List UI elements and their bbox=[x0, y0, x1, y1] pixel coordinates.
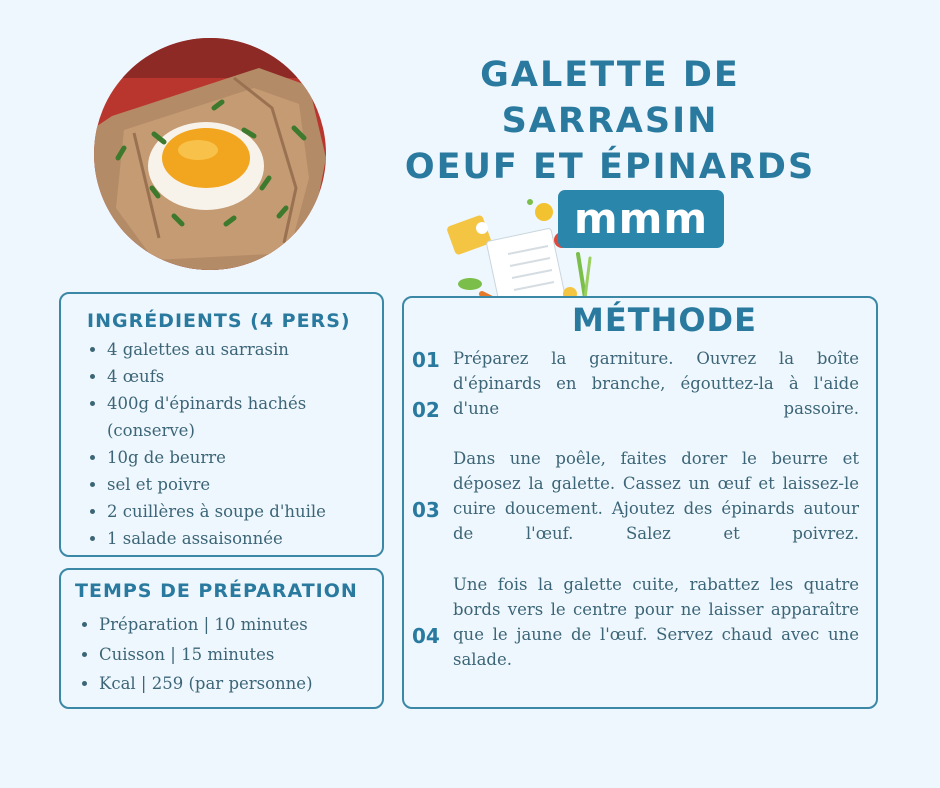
list-item: • Cuisson | 15 minutes bbox=[99, 640, 368, 670]
ingredients-list bbox=[87, 336, 368, 552]
galette-egg-photo bbox=[94, 38, 326, 270]
list-item: • 4 œufs bbox=[107, 363, 368, 390]
step-number-02: 02 bbox=[412, 398, 440, 422]
title-line-2: OEUF ET ÉPINARDS bbox=[404, 147, 816, 187]
step-number-03: 03 bbox=[412, 498, 440, 522]
method-step-3: Une fois la galette cuite, rabattez les quatre bords vers le centre pour ne laisser apparaître que le jaune de l'œuf. Servez chaud avec une salade. bbox=[453, 575, 859, 669]
method-step-1: Préparez la garniture. Ouvrez la boîte d'épinards en branche, égouttez-la à l'aide d'une passoire. bbox=[453, 349, 859, 418]
list-item: • Préparation | 10 minutes bbox=[99, 610, 368, 640]
preparation-time-box bbox=[59, 568, 384, 709]
ingredients-box bbox=[59, 292, 384, 557]
mmm-logo: mmm bbox=[558, 190, 724, 248]
list-item: • 1 salade assaisonnée bbox=[107, 525, 368, 552]
ingredients-heading: INGRÉDIENTS (4 PERS) bbox=[87, 310, 351, 332]
list-item: • sel et poivre bbox=[107, 471, 368, 498]
page-title bbox=[380, 52, 840, 190]
title-line-1: GALETTE DE SARRASIN bbox=[480, 55, 740, 141]
list-item: • 400g d'épinards hachés (conserve) bbox=[107, 390, 368, 444]
step-number-04: 04 bbox=[412, 624, 440, 648]
list-item: • Kcal | 259 (par personne) bbox=[99, 669, 368, 699]
list-item: • 2 cuillères à soupe d'huile bbox=[107, 498, 368, 525]
list-item: • 10g de beurre bbox=[107, 444, 368, 471]
preparation-time-heading: TEMPS DE PRÉPARATION bbox=[75, 580, 358, 602]
method-step-2: Dans une poêle, faites dorer le beurre et déposez la galette. Cassez un œuf et laissez-le cuire doucement. Ajoutez des épinards autour de l'œuf. Salez et poivrez. bbox=[453, 449, 859, 543]
list-item: • 4 galettes au sarrasin bbox=[107, 336, 368, 363]
step-number-01: 01 bbox=[412, 348, 440, 372]
method-heading: MÉTHODE bbox=[572, 301, 757, 339]
preparation-time-list bbox=[75, 610, 368, 699]
